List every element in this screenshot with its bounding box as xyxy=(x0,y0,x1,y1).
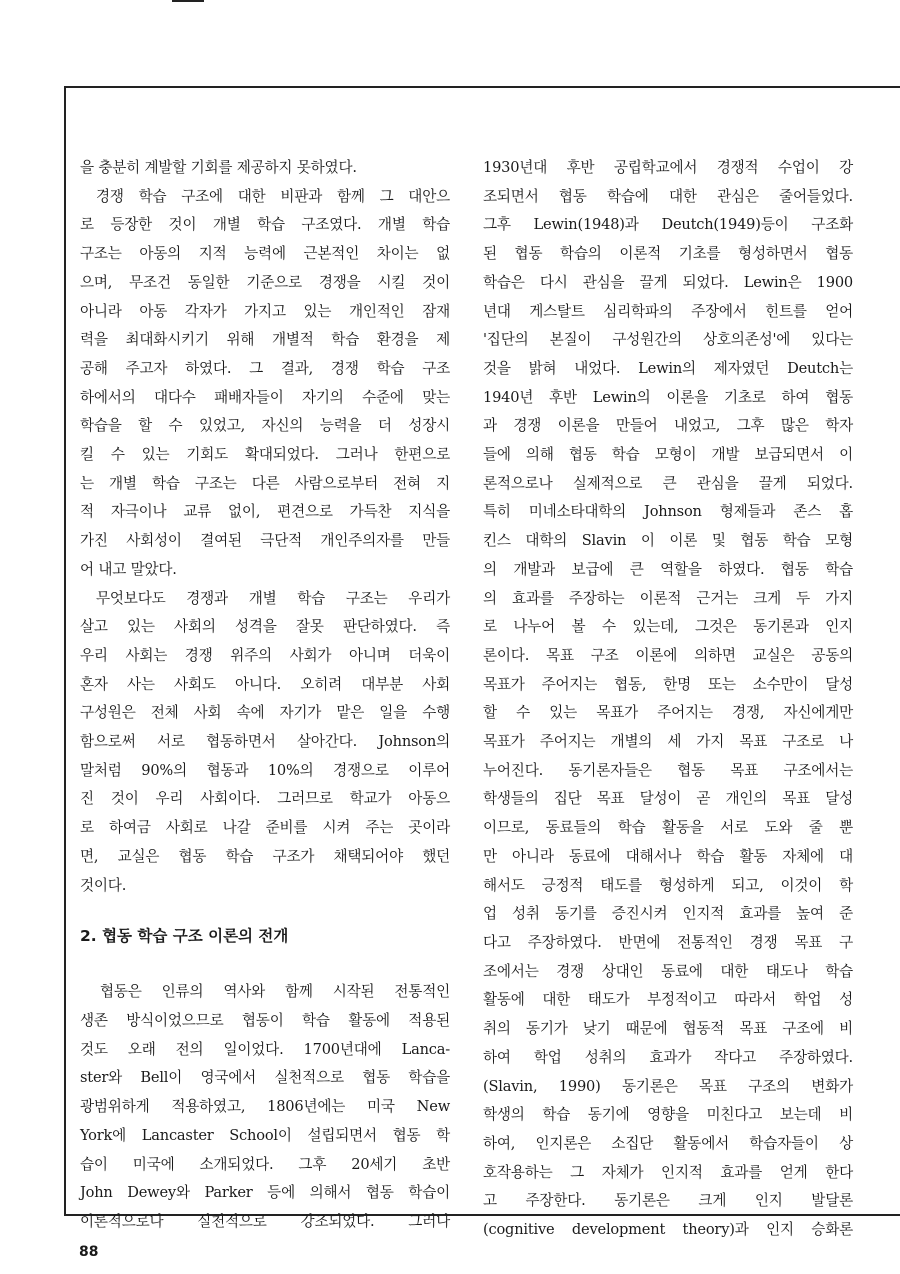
text-line: (Slavin, 1990) 동기론은 목표 구조의 변화가 xyxy=(483,1077,853,1095)
text-line: 구조는 아동의 지적 능력에 근본적인 차이는 없 xyxy=(80,245,450,263)
frame-left-rule xyxy=(64,86,66,1216)
text-line: 이론적으로나 실천적으로 강조되었다. 그러나 xyxy=(80,1212,450,1230)
text-line: John Dewey와 Parker 등에 의해서 협동 학습이 xyxy=(80,1184,450,1202)
text-line: 업 성취 동기를 증진시켜 인지적 효과를 높여 준 xyxy=(483,905,853,923)
text-line: 적 자극이나 교류 없이, 편견으로 가득찬 지식을 xyxy=(80,503,450,521)
right-column xyxy=(483,154,853,1245)
page-number: 88 xyxy=(79,1244,99,1260)
text-line: 목표가 주어지는 협동, 한명 또는 소수만이 달성 xyxy=(483,675,853,693)
text-line: York에 Lancaster School이 설립되면서 협동 학 xyxy=(80,1126,450,1144)
text-line: 고 주장한다. 동기론은 크게 인지 발달론 xyxy=(483,1192,853,1210)
text-line: 활동에 대한 태도가 부정적이고 따라서 학업 성 xyxy=(483,991,853,1009)
text-line: 면, 교실은 협동 학습 구조가 채택되어야 했던 xyxy=(80,847,450,865)
text-line: 목표가 주어지는 개별의 세 가지 목표 구조로 나 xyxy=(483,733,853,751)
text-line: 것이다. xyxy=(80,876,127,894)
text-line: 광범위하게 적용하였고, 1806년에는 미국 New xyxy=(80,1098,450,1116)
text-line: 가진 사회성이 결여된 극단적 개인주의자를 만들 xyxy=(80,532,450,550)
text-line: 학생의 학습 동기에 영향을 미친다고 보는데 비 xyxy=(483,1106,853,1124)
text-line: 말처럼 90%의 협동과 10%의 경쟁으로 이루어 xyxy=(80,761,450,779)
text-line: 하에서의 대다수 패배자들이 자기의 수준에 맞는 xyxy=(80,388,450,406)
text-line: 취의 동기가 낮기 때문에 협동적 목표 구조에 비 xyxy=(483,1020,853,1038)
text-line: 혼자 사는 사회도 아니다. 오히려 대부분 사회 xyxy=(80,675,450,693)
text-line: 구성원은 전체 사회 속에 자기가 맡은 일을 수행 xyxy=(80,704,450,722)
top-rule xyxy=(172,0,204,2)
text-line: 조되면서 협동 학습에 대한 관심은 줄어들었다. xyxy=(483,187,853,205)
text-line: 아니라 아동 각자가 가지고 있는 개인적인 잠재 xyxy=(80,302,450,320)
text-line: 킨스 대학의 Slavin 이 이론 및 협동 학습 모형 xyxy=(483,532,853,550)
text-line: 다고 주장하였다. 반면에 전통적인 경쟁 목표 구 xyxy=(483,933,853,951)
text-line: 생존 방식이었으므로 협동이 학습 활동에 적용된 xyxy=(80,1011,450,1029)
left-paragraphs-before xyxy=(80,154,450,900)
text-line: 하여 학업 성취의 효과가 작다고 주장하였다. xyxy=(483,1048,853,1066)
left-paragraphs-after xyxy=(80,978,450,1236)
text-line: 학습을 할 수 있었고, 자신의 능력을 더 성장시 xyxy=(80,417,450,435)
text-line: 것도 오래 전의 일이었다. 1700년대에 Lanca- xyxy=(80,1040,450,1058)
text-line: 과 경쟁 이론을 만들어 내었고, 그후 많은 학자 xyxy=(483,417,853,435)
text-line: 론이다. 목표 구조 이론에 의하면 교실은 공동의 xyxy=(483,646,853,664)
section-heading: 2. 협동 학습 구조 이론의 전개 xyxy=(80,927,289,946)
text-line: 하여, 인지론은 소집단 활동에서 학습자들이 상 xyxy=(483,1134,853,1152)
text-line: 년대 게스탈트 심리학파의 주장에서 힌트를 얻어 xyxy=(483,302,853,320)
text-line: 을 충분히 계발할 기회를 제공하지 못하였다. xyxy=(80,159,357,176)
text-line: 들에 의해 협동 학습 모형이 개발 보급되면서 이 xyxy=(483,446,853,464)
text-line: 함으로써 서로 협동하면서 살아간다. Johnson의 xyxy=(80,733,450,751)
text-line: 살고 있는 사회의 성격을 잘못 판단하였다. 즉 xyxy=(80,618,450,636)
left-column xyxy=(80,154,450,1237)
text-line: 로 하여금 사회로 나갈 준비를 시켜 주는 곳이라 xyxy=(80,819,450,837)
text-line: 경쟁 학습 구조에 대한 비판과 함께 그 대안으 xyxy=(96,187,450,205)
text-line: ster와 Bell이 영국에서 실천적으로 협동 학습을 xyxy=(80,1069,450,1087)
frame-top-rule xyxy=(64,86,900,88)
text-line: 공해 주고자 하였다. 그 결과, 경쟁 학습 구조 xyxy=(80,359,450,377)
text-line: 것을 밝혀 내었다. Lewin의 제자였던 Deutch는 xyxy=(483,359,853,377)
text-line: 이므로, 동료들의 학습 활동을 서로 도와 줄 뿐 xyxy=(483,819,853,837)
text-line: (cognitive development theory)과 인지 승화론 xyxy=(483,1221,853,1239)
text-line: 할 수 있는 목표가 주어지는 경쟁, 자신에게만 xyxy=(483,704,853,722)
text-line: 무엇보다도 경쟁과 개별 학습 구조는 우리가 xyxy=(96,589,450,607)
text-line: 협동은 인류의 역사와 함께 시작된 전통적인 xyxy=(100,983,450,1001)
text-line: 특히 미네소타대학의 Johnson 형제들과 존스 홉 xyxy=(483,503,853,521)
text-line: 호작용하는 그 자체가 인지적 효과를 얻게 한다 xyxy=(483,1163,853,1181)
text-line: 학습은 다시 관심을 끌게 되었다. Lewin은 1900 xyxy=(483,273,853,291)
text-line: 로 등장한 것이 개별 학습 구조였다. 개별 학습 xyxy=(80,216,450,234)
text-line: 킬 수 있는 기회도 확대되었다. 그러나 한편으로 xyxy=(80,446,450,464)
text-line: 조에서는 경쟁 상대인 동료에 대한 태도나 학습 xyxy=(483,962,853,980)
text-line: 1930년대 후반 공립학교에서 경쟁적 수업이 강 xyxy=(483,159,853,176)
text-line: 진 것이 우리 사회이다. 그러므로 학교가 아동으 xyxy=(80,790,450,808)
text-line: 1940년 후반 Lewin의 이론을 기초로 하여 협동 xyxy=(483,388,853,406)
text-line: 그후 Lewin(1948)과 Deutch(1949)등이 구조화 xyxy=(483,216,853,234)
text-line: 력을 최대화시키기 위해 개별적 학습 환경을 제 xyxy=(80,331,450,349)
text-line: 어 내고 말았다. xyxy=(80,560,177,578)
text-line: '집단의 본질이 구성원간의 상호의존성'에 있다는 xyxy=(483,331,853,349)
text-line: 는 개별 학습 구조는 다른 사람으로부터 전혀 지 xyxy=(80,474,450,492)
text-line: 으며, 무조건 동일한 기준으로 경쟁을 시킬 것이 xyxy=(80,273,450,291)
text-line: 해서도 긍정적 태도를 형성하게 되고, 이것이 학 xyxy=(483,876,853,894)
text-line: 의 효과를 주장하는 이론적 근거는 크게 두 가지 xyxy=(483,589,853,607)
text-line: 로 나누어 볼 수 있는데, 그것은 동기론과 인지 xyxy=(483,618,853,636)
text-line: 우리 사회는 경쟁 위주의 사회가 아니며 더욱이 xyxy=(80,646,450,664)
text-line: 의 개발과 보급에 큰 역할을 하였다. 협동 학습 xyxy=(483,560,853,578)
text-line: 된 협동 학습의 이론적 기초를 형성하면서 협동 xyxy=(483,245,853,263)
text-line: 학생들의 집단 목표 달성이 곧 개인의 목표 달성 xyxy=(483,790,853,808)
text-line: 만 아니라 동료에 대해서나 학습 활동 자체에 대 xyxy=(483,847,853,865)
text-line: 누어진다. 동기론자들은 협동 목표 구조에서는 xyxy=(483,761,853,779)
text-line: 론적으로나 실제적으로 큰 관심을 끌게 되었다. xyxy=(483,474,853,492)
text-line: 습이 미국에 소개되었다. 그후 20세기 초반 xyxy=(80,1155,450,1173)
